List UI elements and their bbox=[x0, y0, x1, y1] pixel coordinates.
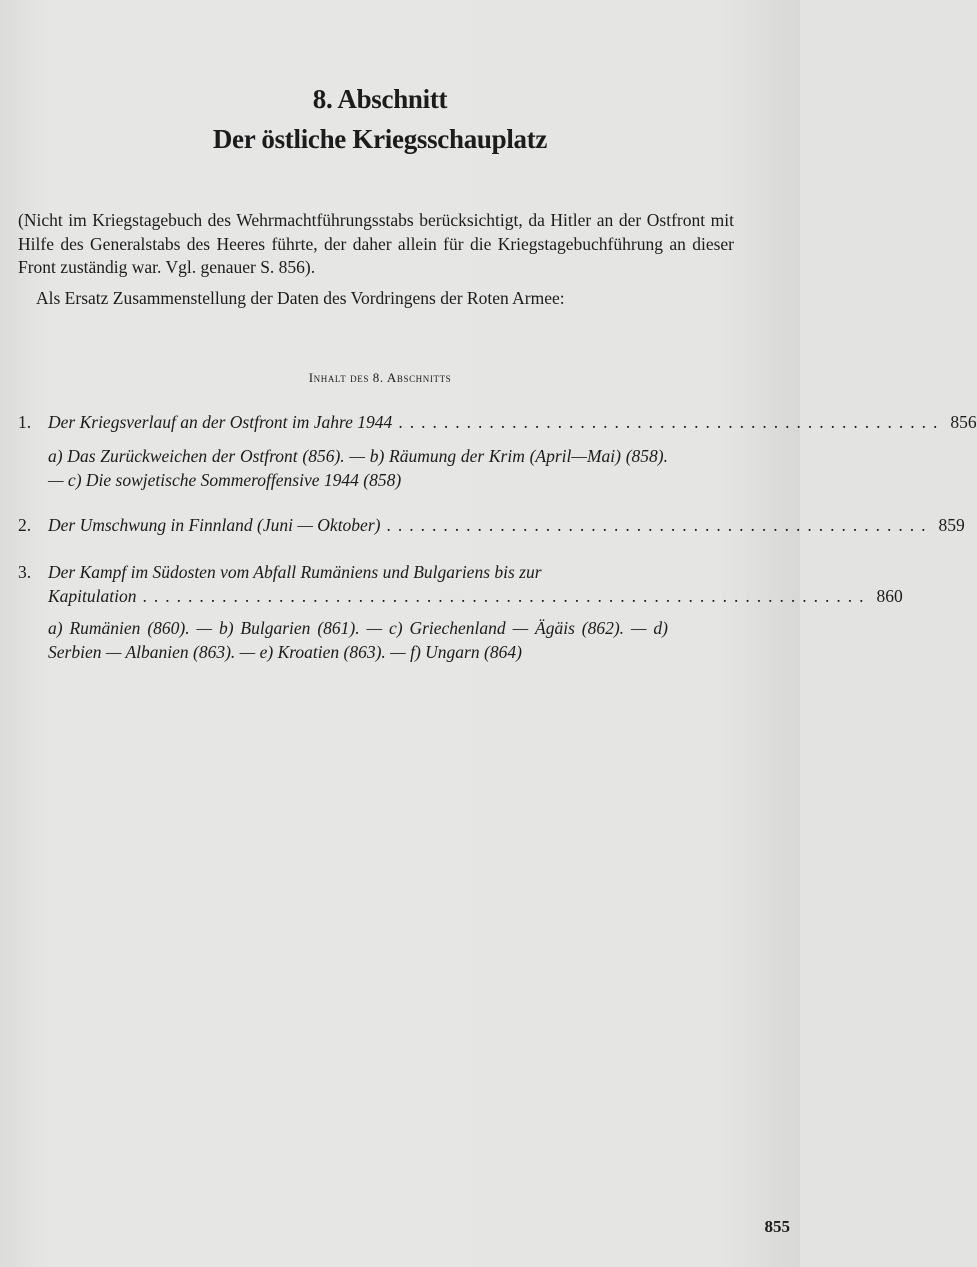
leader-dots: ................................................................ bbox=[142, 586, 871, 606]
toc-entry-number: 1. bbox=[18, 412, 32, 432]
toc-entry-2 bbox=[18, 514, 965, 538]
toc-entry-number: 2. bbox=[18, 515, 32, 535]
toc-entry-title: Der Umschwung in Finnland (Juni — Oktober) bbox=[48, 515, 381, 535]
toc-entry-title-line1: Der Kampf im Südosten vom Abfall Rumäniens und Bulgariens bis zur bbox=[48, 562, 542, 582]
toc-entry-title-line2: Kapitulation bbox=[48, 586, 137, 606]
toc-subentries-3: a) Rumänien (860). — b) Bulgarien (861). — c) Griechenland — Ägäis (862). — d) Serbien — Albanien (863). — e) Kroatien (863). — f) Ungarn (864) bbox=[48, 618, 668, 662]
toc-entry-title: Der Kriegsverlauf an der Ostfront im Jahre 1944 bbox=[48, 412, 393, 432]
toc-entry-page: 856 bbox=[950, 412, 977, 432]
page-number: 855 bbox=[764, 1217, 790, 1236]
replacement-note: Als Ersatz Zusammenstellung der Daten des Vordringens der Roten Armee: bbox=[36, 288, 565, 308]
toc-entry-3 bbox=[18, 561, 734, 585]
toc-entry-page: 859 bbox=[938, 515, 965, 535]
leader-dots: ................................................ bbox=[386, 515, 933, 535]
toc-entry-number: 3. bbox=[18, 562, 32, 582]
section-number: 8. Abschnitt bbox=[312, 84, 448, 114]
toc-entry-page: 860 bbox=[876, 586, 903, 606]
intro-paragraph: (Nicht im Kriegstagebuch des Wehrmachtführungsstabs berücksichtigt, da Hitler an der Ostfront mit Hilfe des Generalstabs des Heeres führte, der daher allein für die Kriegstagebuchführung an dieser Front zuständig war. Vgl. genauer S. 856). bbox=[18, 210, 734, 277]
toc-entry-3-cont bbox=[18, 585, 903, 609]
section-title: Der östliche Kriegsschauplatz bbox=[212, 124, 548, 154]
toc-subentries-1: a) Das Zurückweichen der Ostfront (856). — b) Räumung der Krim (April—Mai) (858). — c) Die sowjetische Sommeroffensive 1944 (858) bbox=[48, 446, 668, 490]
toc-entry-1 bbox=[18, 411, 977, 435]
toc-heading: Inhalt des 8. Abschnitts bbox=[308, 370, 452, 385]
leader-dots: ................................................ bbox=[398, 412, 945, 432]
